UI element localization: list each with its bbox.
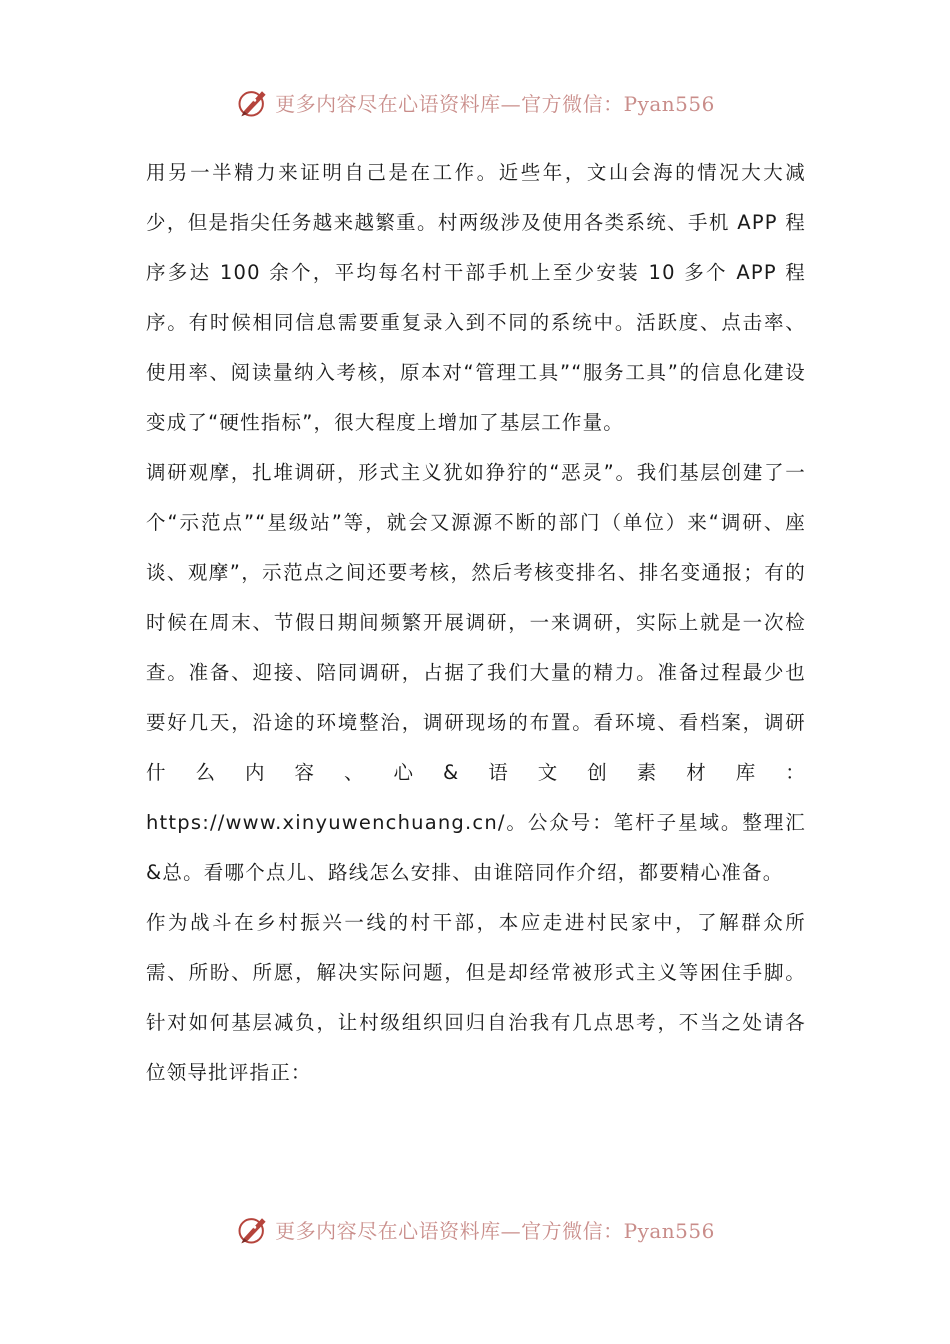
article-body — [146, 148, 806, 1098]
pen-nib-logo-icon — [235, 1211, 271, 1247]
footer-banner-text: 更多内容尽在心语资料库—官方微信：Pyan556 — [275, 1218, 715, 1243]
paragraph: 调研观摩，扎堆调研，形式主义犹如狰狞的“恶灵”。我们基层创建了一个“示范点”“星级站”等，就会又源源不断的部门（单位）来“调研、座谈、观摩”，示范点之间还要考核，然后考核变排名、排名变通报；有的时候在周末、节假日期间频繁开展调研，一来调研，实际上就是一次检查。准备、迎接、陪同调研，占据了我们大量的精力。准备过程最少也要好几天，沿途的环境整治，调研现场的布置。看环境、看档案，调研什么内容、心&语文创素材库：https://www.xinyuwenchuang.cn/。公众号：笔杆子星域。整理汇&总。看哪个点儿、路线怎么安排、由谁陪同作介绍，都要精心准备。 — [146, 461, 806, 884]
footer-banner — [0, 1209, 950, 1249]
paragraph: 用另一半精力来证明自己是在工作。近些年，文山会海的情况大大减少，但是指尖任务越来越繁重。村两级涉及使用各类系统、手机 APP 程序多达 100 余个，平均每名村干部手机上至少安装 10 多个 APP 程序。有时候相同信息需要重复录入到不同的系统中。活跃度、点击率、使用率、阅读量纳入考核，原本对“管理工具”“服务工具”的信息化建设变成了“硬性指标”，很大程度上增加了基层工作量。 — [146, 161, 806, 434]
pen-nib-logo-icon — [235, 84, 271, 120]
header-banner — [0, 82, 950, 122]
header-banner-text: 更多内容尽在心语资料库—官方微信：Pyan556 — [275, 91, 715, 116]
paragraph: 作为战斗在乡村振兴一线的村干部，本应走进村民家中，了解群众所需、所盼、所愿，解决实际问题，但是却经常被形式主义等困住手脚。针对如何基层减负，让村级组织回归自治我有几点思考，不当之处请各位领导批评指正： — [146, 911, 806, 1084]
